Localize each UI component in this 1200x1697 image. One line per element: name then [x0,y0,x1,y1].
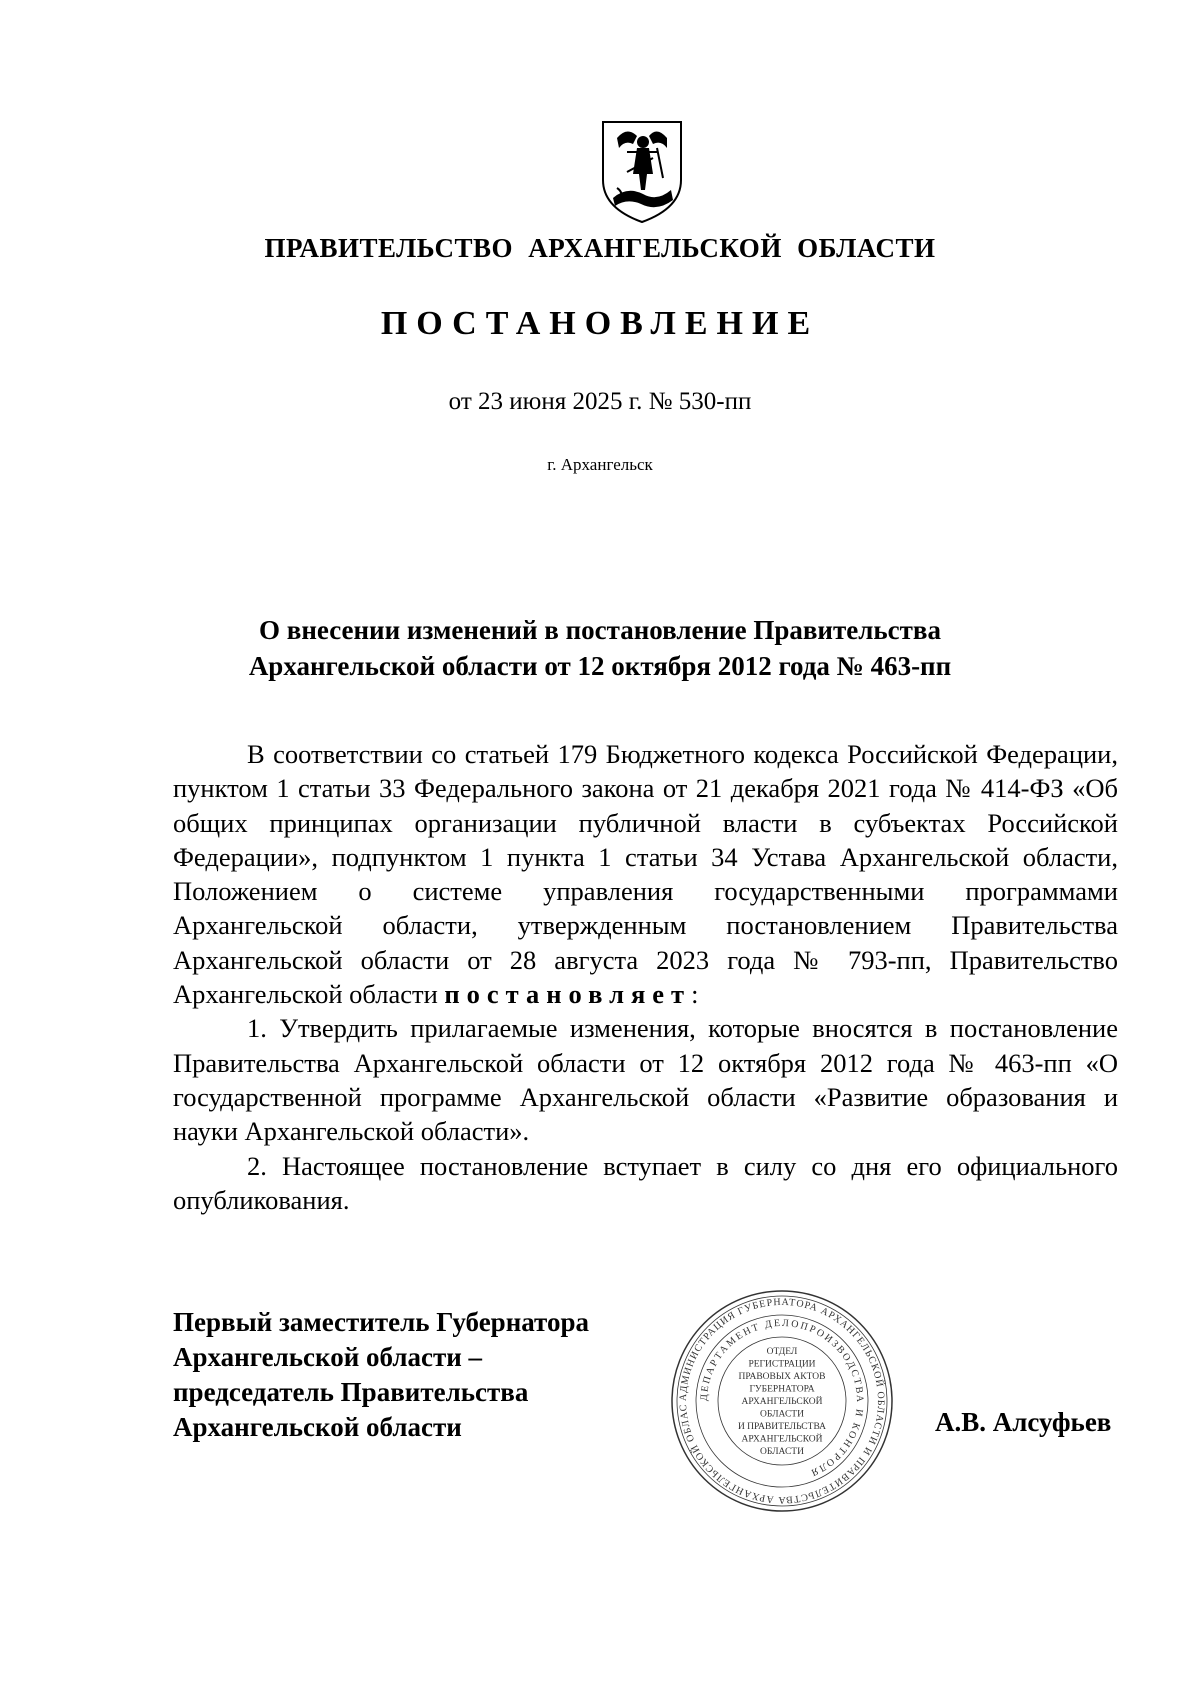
seal-middle-text: ДЕПАРТАМЕНТ ДЕЛОПРОИЗВОДСТВА И КОНТРОЛЯ [698,1317,866,1479]
signatory-position [173,1305,633,1445]
official-seal-icon [668,1287,896,1515]
seal-outer-text: АДМИНИСТРАЦИЯ ГУБЕРНАТОРА АРХАНГЕЛЬСКОЙ ОБЛАСТИ И ПРАВИТЕЛЬСТВА АРХАНГЕЛЬСКОЙ ОБЛАС [677,1296,887,1506]
document-type-heading: ПОСТАНОВЛЕНИЕ [380,305,820,342]
document-subject [0,612,1200,684]
subject-line-2: Архангельской области от 12 октября 2012 года № 463-пп [248,651,952,681]
item-2-paragraph: 2. Настоящее постановление вступает в силу со дня его официального опубликования. [173,1150,1118,1215]
decree-word: постановляет [444,979,692,1010]
signatory-name: А.В. Алсуфьев [935,1407,1112,1437]
document-body [173,737,1118,1217]
position-line: Первый заместитель Губернатора [173,1307,589,1337]
seal-inner-line: ПРАВОВЫХ АКТОВ [738,1372,826,1382]
item-1-paragraph: 1. Утвердить прилагаемые изменения, которые вносятся в постановление Правительства Архангельской области от 12 октября 2012 года № 463-пп «О государственной программе Архангельской области «Развитие образования и науки Архангельской области». [173,1013,1118,1147]
seal-inner-line: РЕГИСТРАЦИИ [748,1359,816,1370]
seal-inner-line: ОТДЕЛ [766,1347,798,1357]
government-title: ПРАВИТЕЛЬСТВО АРХАНГЕЛЬСКОЙ ОБЛАСТИ [264,233,936,263]
preamble-text: В соответствии со статьей 179 Бюджетного кодекса Российской Федерации, пунктом 1 статьи 33 Федерального закона от 21 декабря 2021 года № 414-ФЗ «Об общих принципах организации публичной власти в субъектах Российской Федерации», подпунктом 1 пункта 1 статьи 34 Устава Архангельской области, Положением о системе управления государственными программами Архангельской области, утвержденным постановлением Правительства Архангельской области от 28 августа 2023 года № 793-пп, Правительство Архангельской области [173,739,1118,1010]
coat-of-arms-icon [597,118,687,226]
position-line: Архангельской области [173,1412,462,1442]
seal-inner-line: ГУБЕРНАТОРА [749,1384,815,1395]
preamble-paragraph [173,737,1118,1011]
seal-inner-line: ОБЛАСТИ [760,1409,804,1420]
decree-colon: : [691,979,699,1010]
document-city: г. Архангельск [547,455,653,474]
document-date-number: от 23 июня 2025 г. № 530-пп [448,388,752,415]
seal-inner-line: ОБЛАСТИ [760,1447,804,1457]
seal-inner-line: АРХАНГЕЛЬСКОЙ [741,1434,823,1445]
seal-inner-line: АРХАНГЕЛЬСКОЙ [741,1397,823,1407]
seal-inner-line: И ПРАВИТЕЛЬСТВА [737,1422,827,1432]
position-line: Архангельской области – [173,1342,483,1372]
subject-line-1: О внесении изменений в постановление Правительства [259,615,941,645]
position-line: председатель Правительства [173,1377,529,1407]
